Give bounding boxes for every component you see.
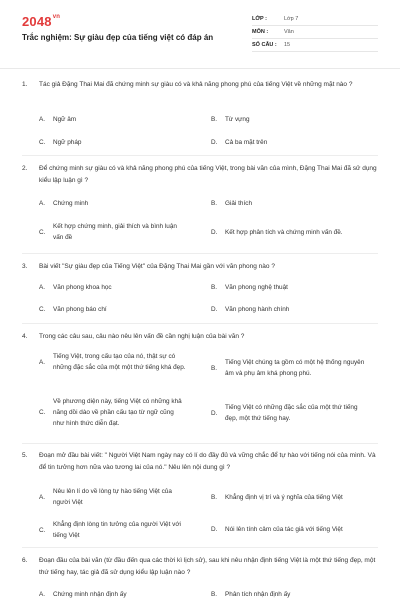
option-text: Văn phong hành chính — [225, 306, 290, 313]
option-letter: B. — [211, 200, 218, 207]
meta-row-count — [252, 39, 378, 52]
question-6 — [22, 555, 378, 578]
option-letter: A. — [39, 284, 46, 291]
option-b[interactable] — [194, 282, 378, 293]
option-c[interactable] — [22, 519, 194, 541]
question-body: Đoạn đầu của bài văn (từ đầu đến qua các thời kì lịch sử), sau khi nêu nhận định tiếng Việt là một thứ tiếng đẹp, một thứ tiếng hay, tác giả đã sử dụng kiểu lập luận nào ? — [39, 557, 376, 576]
option-a[interactable] — [22, 351, 194, 373]
option-text: Ngữ âm — [53, 116, 77, 123]
option-letter: C. — [39, 228, 46, 236]
option-text: Chứng minh nhận định ấy — [53, 591, 127, 598]
option-letter: D. — [211, 526, 218, 533]
option-letter: C. — [39, 526, 46, 534]
option-letter: A. — [39, 116, 46, 123]
meta-key: MÔN : — [252, 29, 269, 35]
page-title: Trắc nghiệm: Sự giàu đẹp của tiếng việt có đáp án — [22, 33, 214, 42]
option-text: Cả ba mặt trên — [225, 139, 268, 146]
option-c[interactable] — [22, 396, 194, 429]
option-d[interactable] — [194, 402, 378, 424]
question-4 — [22, 331, 378, 343]
meta-value: Lớp 7 — [284, 16, 299, 22]
question-divider — [22, 155, 378, 156]
question-number: 4. — [22, 333, 28, 340]
meta-row-grade — [252, 13, 378, 26]
option-text: Về phương diện này, tiếng Việt có những khả năng dồi dào về phần cấu tạo từ ngữ cũng như hình thức diễn đạt. — [53, 398, 182, 427]
option-letter: B. — [211, 284, 218, 291]
question-divider — [22, 443, 378, 444]
option-letter: D. — [211, 229, 218, 236]
option-text: Tiếng Việt chúng ta gồm có một hệ thống nguyên âm và phụ âm khá phong phú. — [225, 359, 365, 377]
question-text — [22, 555, 378, 578]
header-divider — [0, 68, 400, 69]
question-divider — [22, 547, 378, 548]
option-text: Khẳng định lòng tin tưởng của người Việt với tiếng Việt — [53, 521, 181, 539]
question-text — [22, 79, 378, 91]
question-divider — [22, 253, 378, 254]
option-text: Nói lên tính cảm của tác giả với tiếng Việt — [225, 526, 343, 533]
question-text — [22, 450, 378, 473]
option-a[interactable] — [22, 114, 192, 125]
meta-value: Văn — [284, 29, 294, 35]
question-number: 5. — [22, 452, 28, 459]
meta-row-subject — [252, 26, 378, 39]
question-text — [22, 261, 378, 273]
option-letter: D. — [211, 409, 218, 417]
meta-key: LỚP : — [252, 16, 267, 22]
meta-value: 15 — [284, 42, 291, 48]
option-d[interactable] — [194, 304, 378, 315]
option-b[interactable] — [194, 492, 378, 503]
option-text: Giải thích — [225, 200, 252, 207]
option-d[interactable] — [194, 227, 378, 238]
option-text: Văn phong khoa học — [53, 284, 112, 291]
option-letter: B. — [211, 364, 218, 372]
option-letter: C. — [39, 306, 46, 313]
option-d[interactable] — [194, 137, 378, 148]
question-number: 6. — [22, 557, 28, 564]
option-c[interactable] — [22, 221, 192, 243]
option-a[interactable] — [22, 486, 194, 508]
question-3 — [22, 261, 378, 273]
option-text: Nêu lên lí do về lòng tự hào tiếng Việt của người Việt — [53, 488, 172, 506]
quiz-meta — [252, 13, 378, 52]
option-text: Chứng minh — [53, 200, 89, 207]
question-body: Trong các câu sau, câu nào nêu lên vấn đề cần nghị luận của bài văn ? — [39, 333, 245, 340]
question-number: 2. — [22, 165, 28, 172]
option-letter: B. — [211, 494, 218, 501]
option-b[interactable] — [194, 114, 378, 125]
logo-text: 2048 — [22, 14, 52, 29]
option-b[interactable] — [194, 589, 378, 600]
option-a[interactable] — [22, 198, 192, 209]
question-body: Để chứng minh sự giàu có và khả năng phong phú của tiếng Việt, trong bài văn của mình, Đặng Thai Mai đã sử dụng kiểu lập luận gì ? — [39, 165, 377, 184]
option-c[interactable] — [22, 304, 192, 315]
option-letter: D. — [211, 139, 218, 146]
question-body: Bài viết "Sự giàu đẹp của Tiếng Việt" của Đặng Thai Mai gần với văn phong nào ? — [39, 263, 275, 270]
question-body: Tác giả Đặng Thai Mai đã chứng minh sự giàu có và khả năng phong phú của tiếng Việt về những mặt nào ? — [39, 81, 353, 88]
option-letter: A. — [39, 493, 46, 501]
option-text: Kết hợp chứng minh, giải thích và bình luận vấn đề — [53, 223, 177, 241]
option-d[interactable] — [194, 524, 378, 535]
option-text: Văn phong nghệ thuật — [225, 284, 288, 291]
question-text — [22, 163, 378, 186]
option-text: Tiếng Việt, trong cấu tạo của nó, thật sự có những đặc sắc của một một thứ tiếng khá đẹp. — [53, 353, 186, 371]
option-b[interactable] — [194, 357, 378, 379]
option-text: Phân tích nhận định ấy — [225, 591, 291, 598]
option-a[interactable] — [22, 589, 192, 600]
question-5 — [22, 450, 378, 473]
option-letter: B. — [211, 591, 218, 598]
option-letter: A. — [39, 358, 46, 366]
question-2 — [22, 163, 378, 186]
option-text: Văn phong báo chí — [53, 306, 107, 313]
question-number: 3. — [22, 263, 28, 270]
meta-key: SỐ CÂU : — [252, 42, 277, 48]
site-logo[interactable] — [22, 14, 60, 29]
question-text — [22, 331, 378, 343]
question-1 — [22, 79, 378, 91]
option-text: Ngữ pháp — [53, 139, 82, 146]
option-text: Khẳng định vị trí và ý nghĩa của tiếng Việt — [225, 494, 343, 501]
question-body: Đoạn mở đầu bài viết: " Người Việt Nam ngày nay có lí do đầy đủ và vững chắc để tự hào với tiếng nói của mình. Và để tin tưởng hơn nữa vào tương lai của nó." Nêu lên nội dung gì ? — [39, 452, 376, 471]
option-text: Từ vựng — [225, 116, 250, 123]
option-letter: B. — [211, 116, 218, 123]
option-letter: C. — [39, 139, 46, 146]
option-b[interactable] — [194, 198, 378, 209]
page-header — [0, 0, 400, 62]
option-c[interactable] — [22, 137, 192, 148]
option-a[interactable] — [22, 282, 192, 293]
option-letter: D. — [211, 306, 218, 313]
option-text: Kết hợp phân tích và chứng minh vấn đề. — [225, 229, 343, 236]
option-text: Tiếng Việt có những đặc sắc của một thứ tiếng đẹp, một thứ tiếng hay. — [225, 404, 358, 422]
logo-suffix: vn — [52, 14, 61, 20]
question-divider — [22, 323, 378, 324]
option-letter: C. — [39, 409, 46, 416]
option-letter: A. — [39, 200, 46, 207]
question-number: 1. — [22, 81, 28, 88]
option-letter: A. — [39, 591, 46, 598]
